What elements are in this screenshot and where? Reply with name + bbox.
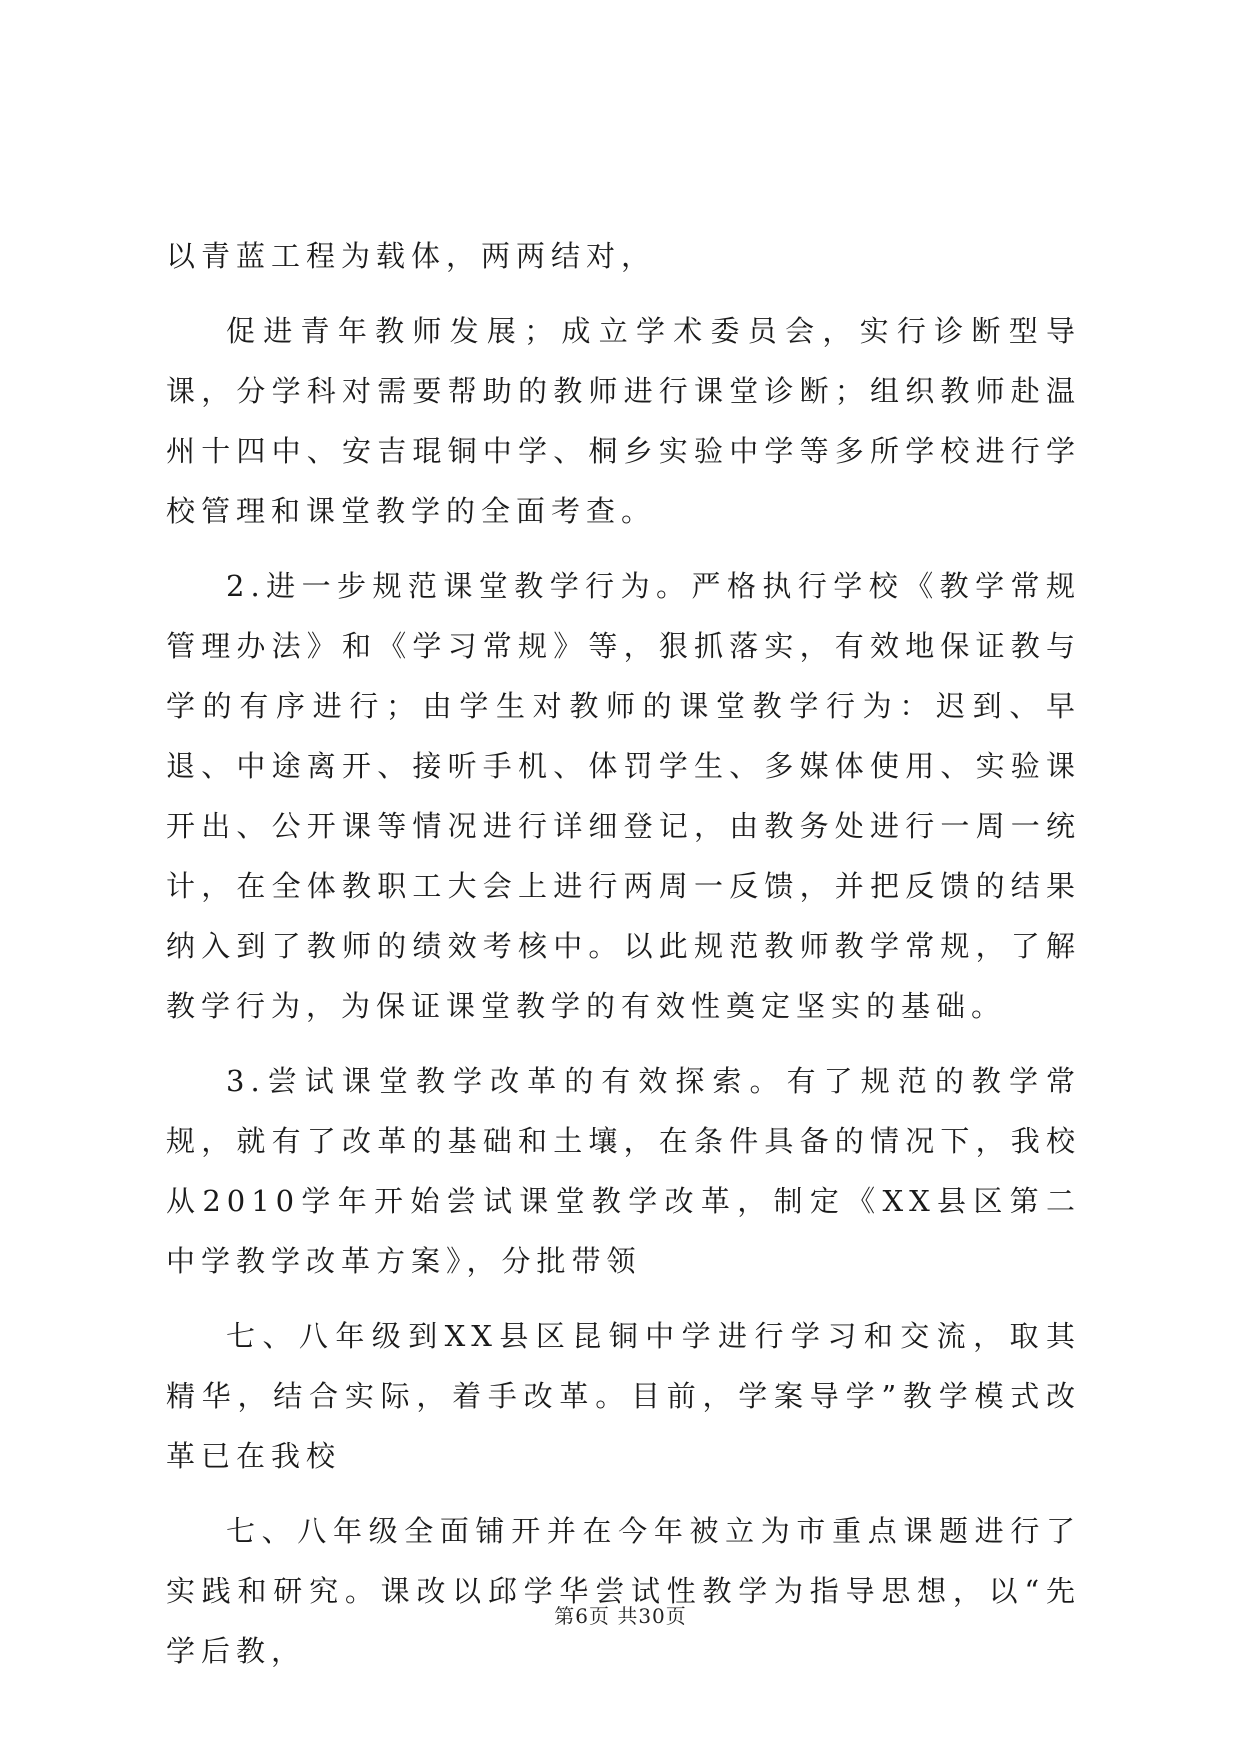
paragraph: 2.进一步规范课堂教学行为。严格执行学校《教学常规管理办法》和《学习常规》等，狠抓落实，有效地保证教与学的有序进行；由学生对教师的课堂教学行为：迟到、早退、中途离开、接听手机、体罚学生、多媒体使用、实验课开出、公开课等情况进行详细登记，由教务处进行一周一统计，在全体教职工大会上进行两周一反馈，并把反馈的结果纳入到了教师的绩效考核中。以此规范教师教学常规，了解教学行为，为保证课堂教学的有效性奠定坚实的基础。 bbox=[166, 569, 1081, 1023]
paragraph: 以青蓝工程为载体，两两结对， bbox=[166, 239, 657, 273]
page-number-footer: 第6页 共30页 bbox=[554, 1604, 687, 1628]
paragraph: 七、八年级到XX县区昆铜中学进行学习和交流，取其精华，结合实际，着手改革。目前，学案导学”教学模式改革已在我校 bbox=[166, 1319, 1081, 1473]
paragraph: 3.尝试课堂教学改革的有效探索。有了规范的教学常规，就有了改革的基础和土壤，在条件具备的情况下，我校从2010学年开始尝试课堂教学改革，制定《XX县区第二中学教学改革方案》，分批带领 bbox=[166, 1064, 1081, 1278]
document-body bbox=[166, 226, 1081, 1696]
paragraph: 促进青年教师发展；成立学术委员会，实行诊断型导课，分学科对需要帮助的教师进行课堂诊断；组织教师赴温州十四中、安吉琨铜中学、桐乡实验中学等多所学校进行学校管理和课堂教学的全面考查。 bbox=[166, 314, 1081, 528]
paragraph: 七、八年级全面铺开并在今年被立为市重点课题进行了实践和研究。课改以邱学华尝试性教学为指导思想，以“先学后教， bbox=[166, 1514, 1081, 1668]
